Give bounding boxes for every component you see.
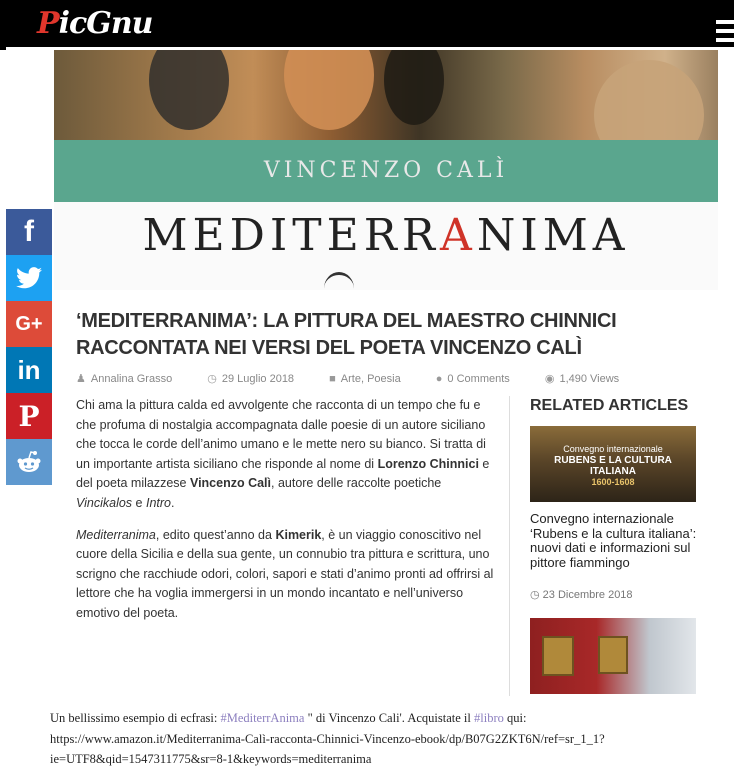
google-plus-icon: G+: [15, 312, 43, 335]
reddit-icon: [15, 450, 43, 474]
paragraph-1: Chi ama la pittura calda ed avvolgente che racconta di un tempo che fu e che profuma di nostalgia accompagnata dalle poesie di un autore siciliano che tocca le corde dell’animo umano e le mette nero su bianco. Si tratta di un importante artista siciliano che risponde al nome di Lorenzo Chinnici e del poeta milazzese Vincenzo Calì, autore delle raccolte poetiche Vincikalos e Intro.: [76, 398, 490, 510]
facebook-share-button[interactable]: [6, 209, 52, 255]
related-articles-heading: RELATED ARTICLES: [530, 397, 689, 414]
article-card: [54, 290, 718, 700]
linkedin-icon: in: [17, 354, 41, 385]
article-screenshot-image: [54, 50, 718, 700]
meta-author: Annalina Grasso: [90, 373, 173, 385]
twitter-icon: [16, 267, 42, 289]
related-article-thumbnail-2: [530, 618, 696, 694]
amazon-link[interactable]: qui: https://www.amazon.it/Mediterranima-Calì-racconta-Chinnici-Vincenzo-ebook/dp/B07G2ZKT6N/ref=sr_1_1?ie=UTF8&qid=1547311775&sr=8-1&keywords=mediterranima: [50, 711, 605, 766]
reddit-share-button[interactable]: [6, 439, 52, 485]
hamburger-menu-icon[interactable]: [716, 20, 734, 46]
article-meta: [76, 372, 651, 385]
logo-text: icGnu: [58, 6, 153, 41]
comment-icon: ●: [435, 373, 443, 385]
clock-icon: ◷: [207, 373, 217, 385]
facebook-icon: f: [24, 215, 34, 248]
folder-icon: ■: [329, 373, 336, 385]
related-article-thumbnail: Convegno internazionale RUBENS E LA CULTURA ITALIANA 1600-1608: [530, 426, 696, 502]
pinterest-icon: P: [18, 399, 40, 433]
author-band: [54, 140, 718, 202]
eye-icon: ◉: [544, 373, 555, 385]
related-article-title: Convegno internazionale ‘Rubens e la cultura italiana’: nuovi dati e informazioni sul pittore fiammingo: [530, 511, 697, 570]
user-icon: ♟: [76, 373, 86, 385]
top-bar: [0, 0, 734, 50]
book-cover-painting: [54, 50, 718, 140]
related-article-date: ◷ 23 Dicembre 2018: [530, 589, 633, 601]
cover-author-name: VINCENZO CALÌ: [263, 158, 509, 183]
cover-book-title: MEDITERRANIMA: [142, 210, 630, 261]
social-share-bar: [6, 209, 52, 485]
google-plus-share-button[interactable]: [6, 301, 52, 347]
hashtag-link[interactable]: #MediterrAnima: [220, 711, 305, 725]
paragraph-2: Mediterranima, edito quest’anno da Kimerik, è un viaggio conoscitivo nel cuore della Sicilia e della sua gente, un connubio tra pittura e scrittura, uno scrigno che racchiude odori, colori, sapori e stati d’animo pronti ad offrirsi al lettore che ha voglia immergersi in un mondo incantato e nell’universo emotivo del poeta.: [76, 527, 494, 620]
post-caption: Un bellissimo esempio di ecfrasi: #MediterrAnima " di Vincenzo Cali'. Acquistate il #libro qui: https://www.amazon.it/Mediterranima-Calì-racconta-Chinnici-Vincenzo-ebook/dp/B07G2ZKT6N/ref=sr_1_1?ie=UTF8&qid=1547311775&sr=8-1&keywords=mediterranima: [50, 711, 605, 766]
article-body: [76, 396, 494, 636]
twitter-share-button[interactable]: [6, 255, 52, 301]
site-logo[interactable]: [37, 6, 152, 41]
sidebar-divider: [509, 396, 510, 696]
hashtag-link[interactable]: #libro: [474, 711, 504, 725]
meta-comments: 0 Comments: [447, 373, 510, 385]
meta-date: 29 Luglio 2018: [221, 373, 295, 385]
article-title: ‘MEDITERRANIMA’: LA PITTURA DEL MAESTRO CHINNICI RACCONTATA NEI VERSI DEL POETA VINCENZO CALÌ: [76, 310, 617, 359]
clock-icon: ◷: [530, 589, 543, 601]
meta-views: 1,490 Views: [559, 373, 620, 385]
meta-categories: Arte, Poesia: [340, 373, 401, 385]
pinterest-share-button[interactable]: [6, 393, 52, 439]
linkedin-share-button[interactable]: [6, 347, 52, 393]
logo-initial: P: [37, 6, 59, 41]
